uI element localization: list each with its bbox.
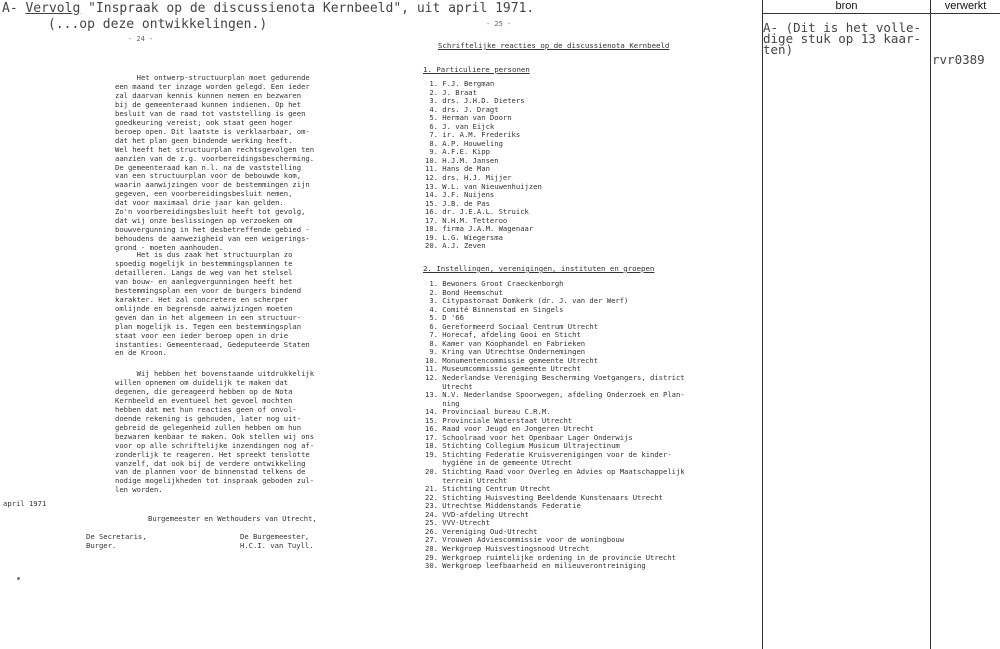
paragraph-line: besluit van de raad tot vaststelling is geen <box>115 108 306 118</box>
list-item: 13. N.V. Nederlandse Spoorwegen, afdeling Onderzoek en Plan- <box>425 390 685 400</box>
paragraph-line: Het ontwerp-structuurplan moet gedurende <box>115 73 310 82</box>
section-2-list <box>425 280 685 571</box>
paragraph-line: hebben dat met hun reacties geen of onvol- <box>115 404 297 414</box>
list-item: 5. D '66 <box>425 313 464 323</box>
list-item: 2. Bond Heemschut <box>425 287 503 297</box>
list-item: 7. Horecaf, afdeling Gooi en Sticht <box>425 330 581 340</box>
right-page-title: Schriftelijke reacties op de discussienota Kernbeeld <box>438 41 670 50</box>
list-item: 22. Stichting Huisvesting Beeldende Kunstenaars Utrecht <box>425 492 663 502</box>
note-line: A- (Dit is het volle- <box>763 20 922 35</box>
header-vervolg: Vervolg <box>25 1 81 16</box>
list-item: 27. Vrouwen Adviescommissie voor de woningbouw <box>425 535 625 545</box>
paragraph-line: dat wij onze beslissingen op verzoeken om <box>115 216 293 226</box>
secretary-name: Burger. <box>86 541 117 550</box>
list-item: 11. Hans de Man <box>425 164 490 174</box>
paragraph-line: Wij hebben het bovenstaande uitdrukkelijk <box>115 369 315 378</box>
paragraph-line: van de plannen voor de binnenstad telkens de <box>115 467 306 477</box>
paragraph-line: De gemeenteraad kan n.l. na de vaststelling <box>115 162 302 172</box>
paragraph-line: willen opnemen om duidelijk te maken dat <box>115 377 289 387</box>
bron-note <box>763 22 921 55</box>
mayor-label: De Burgemeester, <box>240 532 310 541</box>
list-item: 24. VVD-afdeling Utrecht <box>425 509 529 519</box>
left-paragraph-1 <box>115 74 314 253</box>
paragraph-line: waarin aanwijzingen voor de bestemmingen zijn <box>115 180 310 190</box>
letter-date: april 1971 <box>3 499 47 508</box>
section-1-list <box>425 80 542 251</box>
paragraph-line: zal daarvan kennis kunnen nemen en bezwaren <box>115 90 302 100</box>
document-header <box>2 1 534 16</box>
paragraph-line: Kernbeeld en eventueel het gevoel mochten <box>115 395 293 405</box>
list-item: 3. drs. J.H.D. Dieters <box>425 96 525 106</box>
header-title: "Inspraak op de discussienota Kernbeeld", uit april 1971. <box>80 1 535 16</box>
list-item: 25. VVV-Utrecht <box>425 518 490 528</box>
list-item: 6. J. van Eijck <box>425 121 495 131</box>
paragraph-line: bestemmingsplan een voor de burgers bindend <box>115 285 302 295</box>
paragraph-line: bij de gemeenteraad kunnen indienen. Op het <box>115 99 302 109</box>
list-item: 10. Monumentencommissie gemeente Utrecht <box>425 355 599 365</box>
paragraph-line: len worden. <box>115 485 163 495</box>
paragraph-line: behoudens de aanwezigheid van een weigerings- <box>115 234 310 244</box>
list-item: 20. Stichting Raad voor Overleg en Advies op Maatschappelijk <box>425 467 685 477</box>
paragraph-line: Wel heeft het structuurplan rechtsgevolgen ten <box>115 144 315 154</box>
list-item: 13. W.L. van Nieuwenhuijzen <box>425 181 542 191</box>
list-item: 28. Werkgroep Huisvestingsnood Utrecht <box>425 543 590 553</box>
paragraph-line: Het is dus zaak het structuurplan zo <box>115 250 293 259</box>
paragraph-line: doende rekening is gehouden, later nog uit- <box>115 413 302 423</box>
paragraph-line: bezwaren kenbaar te maken. Ook stellen wij ons <box>115 431 315 441</box>
paragraph-line: geven dan in het algemeen in een structuur- <box>115 312 302 322</box>
list-item: Utrecht <box>425 381 473 391</box>
list-item: 2. J. Braat <box>425 87 477 97</box>
list-item: 30. Werkgroep leefbaarheid en milieuverontreiniging <box>425 561 646 571</box>
section-2-title: 2. Instellingen, verenigingen, instituten en groepen <box>423 264 655 273</box>
paragraph-line: en de Kroon. <box>115 348 167 358</box>
paragraph-line: aanzien van de z.g. voorbereidingsbescherming. <box>115 153 315 163</box>
list-item: 15. Provinciale Waterstaat Utrecht <box>425 415 573 425</box>
mayor-name: H.C.I. van Tuyll. <box>240 541 314 550</box>
left-page-number: - 24 - <box>128 35 154 43</box>
paragraph-line: zonderlijk te reageren. Het spreekt tenslotte <box>115 449 310 459</box>
verwerkt-value: rvr0389 <box>932 52 985 67</box>
list-item: 18. Stichting Collegium Musicum Ultrajectinum <box>425 441 620 451</box>
paragraph-line: instanties: Gemeenteraad, Gedeputeerde Staten <box>115 339 310 349</box>
paragraph-line: nodige mogelijkheden tot inspraak geboden zul- <box>115 476 315 486</box>
list-item: 20. A.J. Zeven <box>425 241 486 251</box>
list-item: 1. Bewoners Groot Craeckenborgh <box>425 279 564 288</box>
list-item: 14. Provinciaal bureau C.R.M. <box>425 407 551 417</box>
list-item: 4. drs. J. Dragt <box>425 104 499 114</box>
list-item: 8. Kamer van Koophandel en Fabrieken <box>425 338 586 348</box>
list-item: 14. J.F. Nuijens <box>425 190 495 200</box>
column-header-verwerkt: verwerkt <box>944 0 987 12</box>
header-prefix: A- <box>2 1 26 16</box>
paragraph-line: dat voor maximaal drie jaar kan gelden. <box>115 198 284 208</box>
paragraph-line: detailleren. Langs de weg van het stelsel <box>115 267 293 277</box>
table-left-border <box>762 0 763 649</box>
speck-mark <box>17 577 20 580</box>
paragraph-line: van een structuurplan voor de bebouwde kom, <box>115 171 302 181</box>
paragraph-line: dat het plan geen bindende werking heeft. <box>115 135 293 145</box>
list-item: 16. Raad voor Jeugd en Jongeren Utrecht <box>425 424 594 434</box>
list-item: 3. Citypastoraat Domkerk (dr. J. van der Werf) <box>425 296 629 306</box>
list-item: 11. Museumcommissie gemeente Utrecht <box>425 364 581 374</box>
header-subtitle: (...op deze ontwikkelingen.) <box>48 17 268 32</box>
paragraph-line: degenen, die gereageerd hebben op de Nota <box>115 386 293 396</box>
list-item: 12. Nederlandse Vereniging Bescherming Voetgangers, district <box>425 373 685 383</box>
list-item: 21. Stichting Centrum Utrecht <box>425 484 551 494</box>
list-item: 17. Schoolraad voor het Openbaar Lager Onderwijs <box>425 432 633 442</box>
list-item: 19. Stichting Federatie Kruisverenigingen voor de kinder- <box>425 449 672 459</box>
list-item: 9. A.F.E. Kipp <box>425 147 490 157</box>
paragraph-line: vanzelf, dat ook bij de verdere ontwikkeling <box>115 458 306 468</box>
paragraph-line: een maand ter inzage worden gelegd. Een ieder <box>115 81 310 91</box>
paragraph-line: staat voor een ieder beroep open in drie <box>115 330 289 340</box>
left-paragraph-2 <box>115 251 310 358</box>
list-item: 29. Werkgroep ruimtelijke ordening in de provincie Utrecht <box>425 552 676 562</box>
list-item: 5. Herman van Doorn <box>425 113 512 123</box>
section-1-title: 1. Particuliere personen <box>423 65 530 74</box>
list-item: 12. drs. H.J. Mijjer <box>425 173 512 183</box>
paragraph-line: grond - moeten aanhouden. <box>115 243 224 253</box>
list-item: 4. Comité Binnenstad en Singels <box>425 304 564 314</box>
list-item: ning <box>425 398 460 408</box>
list-item: 17. N.H.M. Tetteroo <box>425 215 508 225</box>
paragraph-line: voor op alle schriftelijke inzendingen nog af- <box>115 440 315 450</box>
list-item: 1. F.J. Bergman <box>425 79 495 88</box>
letter-closing: Burgemeester en Wethouders van Utrecht, <box>148 514 317 523</box>
list-item: hygiëne in de gemeente Utrecht <box>425 458 573 468</box>
list-item: 9. Kring van Utrechtse Ondernemingen <box>425 347 586 357</box>
list-item: 8. A.P. Houweling <box>425 138 503 148</box>
paragraph-line: gebreid de gelegenheid zullen hebben om hun <box>115 422 302 432</box>
list-item: 16. dr. J.E.A.L. Struick <box>425 207 529 217</box>
list-item: 23. Utrechtse Middenstands Federatie <box>425 501 581 511</box>
list-item: 15. J.B. de Pas <box>425 198 490 208</box>
paragraph-line: plan mogelijk is. Tegen een bestemmingsplan <box>115 321 302 331</box>
right-page-number: - 25 - <box>486 20 512 28</box>
paragraph-line: goedkeuring vereist; ook staat geen hoger <box>115 117 293 127</box>
note-line: ten) <box>763 42 794 57</box>
list-item: 26. Vereniging Oud-Utrecht <box>425 526 538 536</box>
paragraph-line: omlijnde en begrensde aanwijzingen moeten <box>115 303 293 313</box>
column-header-bron: bron <box>835 0 858 12</box>
list-item: 18. firma J.A.M. Wagenaar <box>425 224 534 234</box>
note-line: dige stuk op 13 kaar- <box>763 31 922 46</box>
secretary-label: De Secretaris, <box>86 532 147 541</box>
paragraph-line: gegeven, een voorbereidingsbesluit nemen, <box>115 189 293 199</box>
paragraph-line: van bouw- en aanlegvergunningen heeft het <box>115 276 293 286</box>
paragraph-line: spoedig mogelijk in bestemmingsplannen te <box>115 258 293 268</box>
left-paragraph-3 <box>115 370 314 495</box>
paragraph-line: Zo'n voorbereidingsbesluit heeft tot gevolg, <box>115 207 306 217</box>
list-item: 19. L.G. Wiegersma <box>425 232 503 242</box>
paragraph-line: beroep open. Dit laatste is verklaarbaar, om- <box>115 126 310 136</box>
list-item: 7. ir. A.M. Frederiks <box>425 130 521 140</box>
paragraph-line: bouwvergunning in het desbetreffende gebied - <box>115 225 310 235</box>
list-item: terrein Utrecht <box>425 475 508 485</box>
table-column-divider <box>930 0 931 649</box>
list-item: 6. Gereformeerd Sociaal Centrum Utrecht <box>425 321 599 331</box>
list-item: 10. H.J.M. Jansen <box>425 155 499 165</box>
paragraph-line: karakter. Het zal concretere en scherper <box>115 294 289 304</box>
